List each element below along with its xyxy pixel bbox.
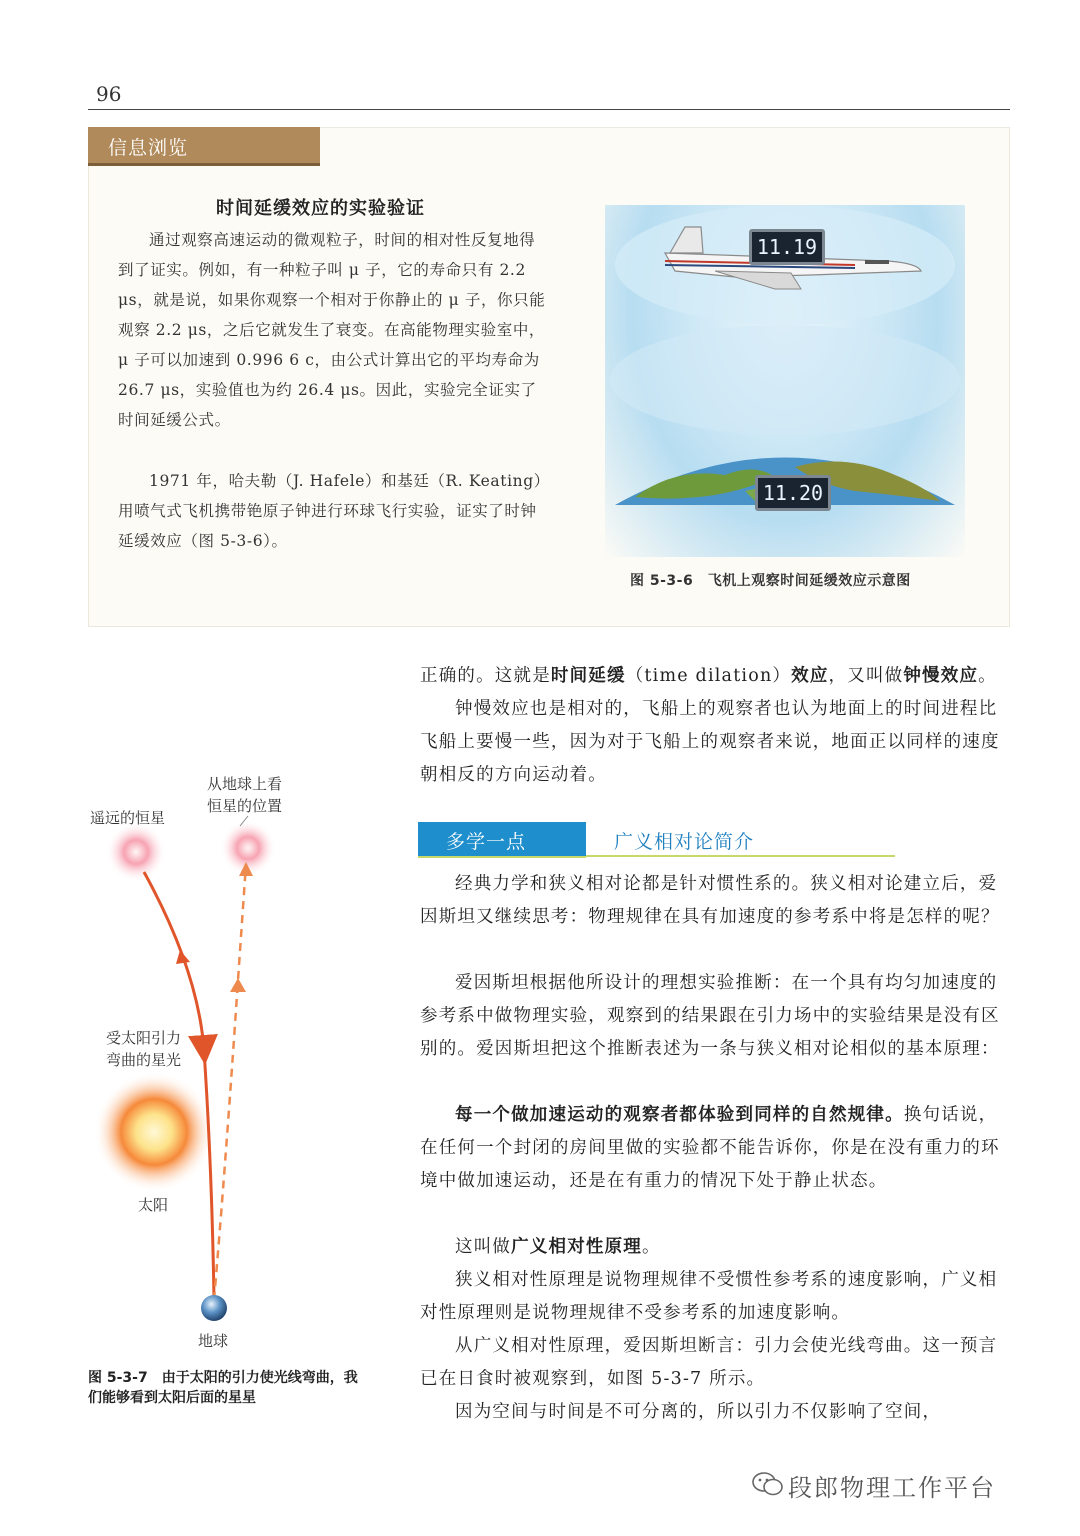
page-number: 96: [96, 82, 122, 106]
info-tab-label: 信息浏览: [108, 137, 189, 159]
info-title: 时间延缓效应的实验验证: [216, 198, 425, 219]
info-tab-underline: [88, 163, 320, 166]
p6-text-a: 这叫做: [455, 1237, 512, 1257]
p1-text-g: 。: [978, 666, 997, 686]
section-rule: [586, 855, 895, 857]
section-title: 广义相对论简介: [614, 831, 755, 853]
figure-5-3-6-caption: 图 5-3-6 飞机上观察时间延缓效应示意图: [630, 573, 911, 589]
info-paragraph-1: 通过观察高速运动的微观粒子，时间的相对性反复地得到了证实。例如，有一种粒子叫 μ 子，它的寿命只有 2.2 μs，就是说，如果你观察一个相对于你静止的 μ 子，你只能观察 2.2 μs，之后它就发生了衰变。在高能物理实验室中，μ 子可以加速到 0.996 6 c，由公式计算出它的平均寿命为 26.7 μs，实验值也为约 26.4 μs。因此，实验完全证实了时间延缓公式。: [118, 231, 546, 429]
label-distant-star: 遥远的恒星: [90, 809, 166, 827]
body-paragraph-6: [420, 1231, 1010, 1264]
term-general-relativity-principle: 广义相对性原理: [511, 1237, 643, 1257]
body-paragraph-1: [420, 660, 1010, 693]
label-apparent-position-1: 从地球上看: [207, 775, 283, 793]
distant-star-icon: [106, 822, 166, 882]
plane-clock-display: 11.19: [749, 229, 825, 265]
label-sun: 太阳: [138, 1196, 169, 1214]
body-paragraph-7: 狭义相对性原理是说物理规律不受惯性参考系的速度影响，广义相对性原理则是说物理规律不受参考系的加速度影响。: [420, 1270, 998, 1323]
sun-icon: [94, 1072, 214, 1192]
figure-5-3-7-caption: 图 5-3-7 由于太阳的引力使光线弯曲，我们能够看到太阳后面的星星: [88, 1370, 358, 1406]
p1-text-e: ，又叫做: [828, 666, 904, 686]
section-tab-label: 多学一点: [446, 831, 527, 853]
body-paragraph-4: 爱因斯坦根据他所设计的理想实验推断：在一个具有均匀加速度的参考系中做物理实验，观察到的结果跟在引力场中的实验结果是没有区别的。爱因斯坦把这个推断表述为一条与狭义相对论相似的基本原理：: [420, 973, 1000, 1059]
info-paragraph-2: 1971 年，哈夫勒（J. Hafele）和基廷（R. Keating）用喷气式飞机携带铯原子钟进行环球飞行实验，证实了时钟延缓效应（图 5-3-6）。: [118, 472, 550, 550]
body-paragraph-5: [420, 1099, 1010, 1198]
term-clock-slow: 钟慢效应: [903, 666, 979, 686]
ground-clock-display: 11.20: [755, 475, 831, 511]
header-rule: [88, 109, 1010, 110]
body-paragraph-8: 从广义相对性原理，爱因斯坦断言：引力会使光线弯曲。这一预言已在日食时被观察到，如图 5-3-7 所示。: [420, 1336, 998, 1389]
principle-statement: 每一个做加速运动的观察者都体验到同样的自然规律。: [455, 1105, 904, 1125]
term-time-dilation: 时间延缓: [550, 666, 626, 686]
earth-small-icon: [201, 1295, 227, 1321]
wechat-icon: [752, 1470, 784, 1498]
label-bent-light-1: 受太阳引力: [106, 1029, 182, 1047]
watermark: 段郎物理工作平台: [788, 1474, 996, 1502]
apparent-light-path: [214, 864, 246, 1300]
p6-text-c: 。: [642, 1237, 661, 1257]
body-paragraph-2: 钟慢效应也是相对的，飞船上的观察者也认为地面上的时间进程比飞船上要慢一些，因为对于飞船上的观察者来说，地面正以同样的速度朝相反的方向运动着。: [420, 699, 1000, 785]
p1-text-a: 正确的。这就是: [420, 666, 551, 686]
p5-rest: 换句话说，在任何一个封闭的房间里做的实验都不能告诉你，你是在没有重力的环境中做加速运动，还是在有重力的情况下处于静止状态。: [420, 1105, 1000, 1191]
body-paragraph-9: 因为空间与时间是不可分离的，所以引力不仅影响了空间，: [455, 1402, 942, 1422]
label-earth: 地球: [198, 1332, 229, 1350]
label-bent-light-2: 弯曲的星光: [106, 1051, 182, 1069]
term-effect: 效应: [791, 666, 829, 686]
p1-text-c: （time dilation）: [625, 666, 792, 686]
section-rule-under-tab: [418, 856, 586, 858]
body-paragraph-3: 经典力学和狭义相对论都是针对惯性系的。狭义相对论建立后，爱因斯坦又继续思考：物理规律在具有加速度的参考系中将是怎样的呢？: [420, 874, 1000, 927]
label-apparent-position-2: 恒星的位置: [207, 797, 283, 815]
